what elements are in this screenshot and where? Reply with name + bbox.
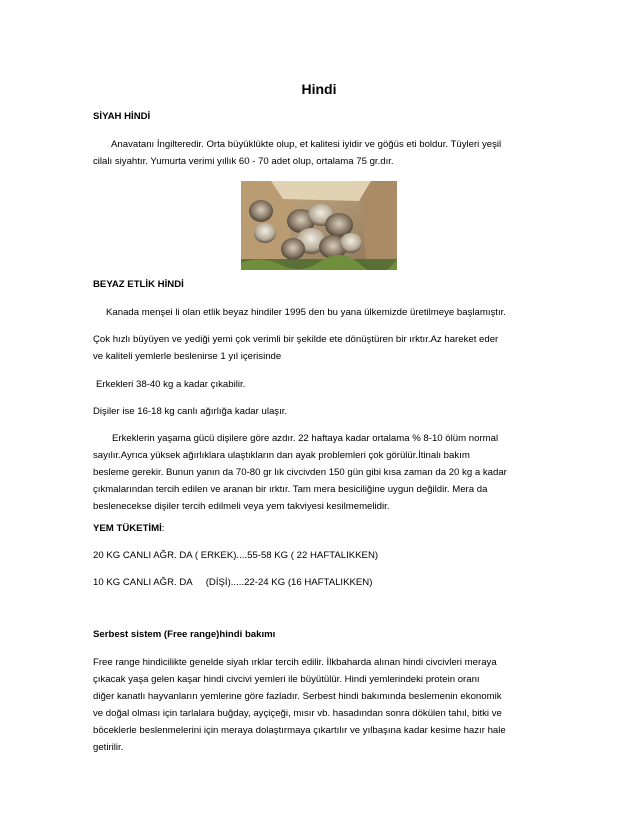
paragraph-siyah-line: cilalı siyahtır. Yumurta verimi yıllık 60 - 70 adet olup, ortalama 75 gr.dır.	[93, 156, 394, 167]
paragraph-beyaz-line: beslenecekse dişiler tercih edilmeli veya yem takviyesi kesilmemelidir.	[93, 501, 390, 512]
paragraph-serbest-line: böceklerle beslenmelerini için meraya dolaştırmaya çıkartılır ve yılbaşına kadar kesime hazır hale	[93, 725, 506, 736]
section-heading-siyah: SİYAH HİNDİ	[93, 111, 151, 122]
paragraph-serbest-line: çıkacak yaşa gelen kaşar hindi civcivi yemleri ile büyütülür. Hindi yemlerindeki protein oranı	[93, 674, 480, 685]
turkey-poults-photo	[241, 181, 397, 270]
section-heading-beyaz: BEYAZ ETLİK HİNDİ	[93, 279, 184, 290]
paragraph-beyaz-line: sayılır.Ayrıca yüksek ağırlıklara ulaştıkların dan ayak problemleri çok görülür.İtinalı bakım	[93, 450, 470, 461]
yem-row-disi-weight: 10 KG CANLI AĞR. DA	[93, 577, 193, 588]
yem-row-disi-amount: (DİŞİ).....22-24 KG (16 HAFTALIKKEN)	[205, 577, 373, 588]
paragraph-beyaz-line: besleme gerekir. Bunun yanın da 70-80 gr lık civcivden 150 gün gibi kısa zaman da 20 kg a kadar	[93, 467, 507, 478]
paragraph-serbest-line: ve doğal olması için tarlalara buğday, ayçiçeği, mısır vb. hasadından sonra dökülen tahıl, bitki ve	[93, 708, 502, 719]
paragraph-beyaz-disi: Dişiler ise 16-18 kg canlı ağırlığa kadar ulaşır.	[93, 406, 288, 417]
yem-row-disi	[93, 575, 548, 591]
paragraph-serbest-line: diğer kanatlı hayvanların yemlerine göre fazladır. Serbest hindi bakımında beslemenin ekonomik	[93, 691, 502, 702]
paragraph-beyaz-line: çıkmalarından tercih edilen ve aranan bir ırktır. Tam mera besiciliğine uygun değildir. Mera da	[93, 484, 488, 495]
paragraph-siyah-line: Anavatanı İngilteredir. Orta büyüklükte olup, et kalitesi iyidir ve göğüs eti boldur. Tüyleri yeşil	[111, 139, 502, 150]
paragraph-serbest-line: getirilir.	[93, 742, 124, 753]
section-yem	[93, 521, 548, 537]
turkey-poults-in-box-photo-icon	[241, 181, 397, 270]
paragraph-beyaz-intro: Kanada menşei li olan etlik beyaz hindiler 1995 den bu yana ülkemizde üretilmeye başlamıştır.	[106, 307, 506, 318]
paragraph-serbest-line: Free range hindicilikte genelde siyah ırklar tercih edilir. İlkbaharda alınan hindi civcivleri meraya	[93, 657, 497, 668]
paragraph-beyaz-line: ve kaliteli yemlerle beslenirse 1 yıl içerisinde	[93, 351, 282, 362]
page-title: Hindi	[301, 81, 337, 97]
paragraph-beyaz-line: Erkeklerin yaşama gücü dişilere göre azdır. 22 haftaya kadar ortalama % 8-10 ölüm normal	[112, 433, 499, 444]
paragraph-beyaz-erkek: Erkekleri 38-40 kg a kadar çıkabilir.	[96, 379, 246, 390]
yem-row-erkek: 20 KG CANLI AĞR. DA ( ERKEK)....55-58 KG ( 22 HAFTALIKKEN)	[93, 550, 379, 561]
heading-colon: :	[161, 523, 165, 534]
paragraph-beyaz-line: Çok hızlı büyüyen ve yediği yemi çok verimli bir şekilde ete dönüştüren bir ırktır.Az hareket eder	[93, 334, 499, 345]
section-heading-serbest: Serbest sistem (Free range)hindi bakımı	[93, 629, 276, 640]
section-heading-yem: YEM TÜKETİMİ	[93, 523, 162, 534]
